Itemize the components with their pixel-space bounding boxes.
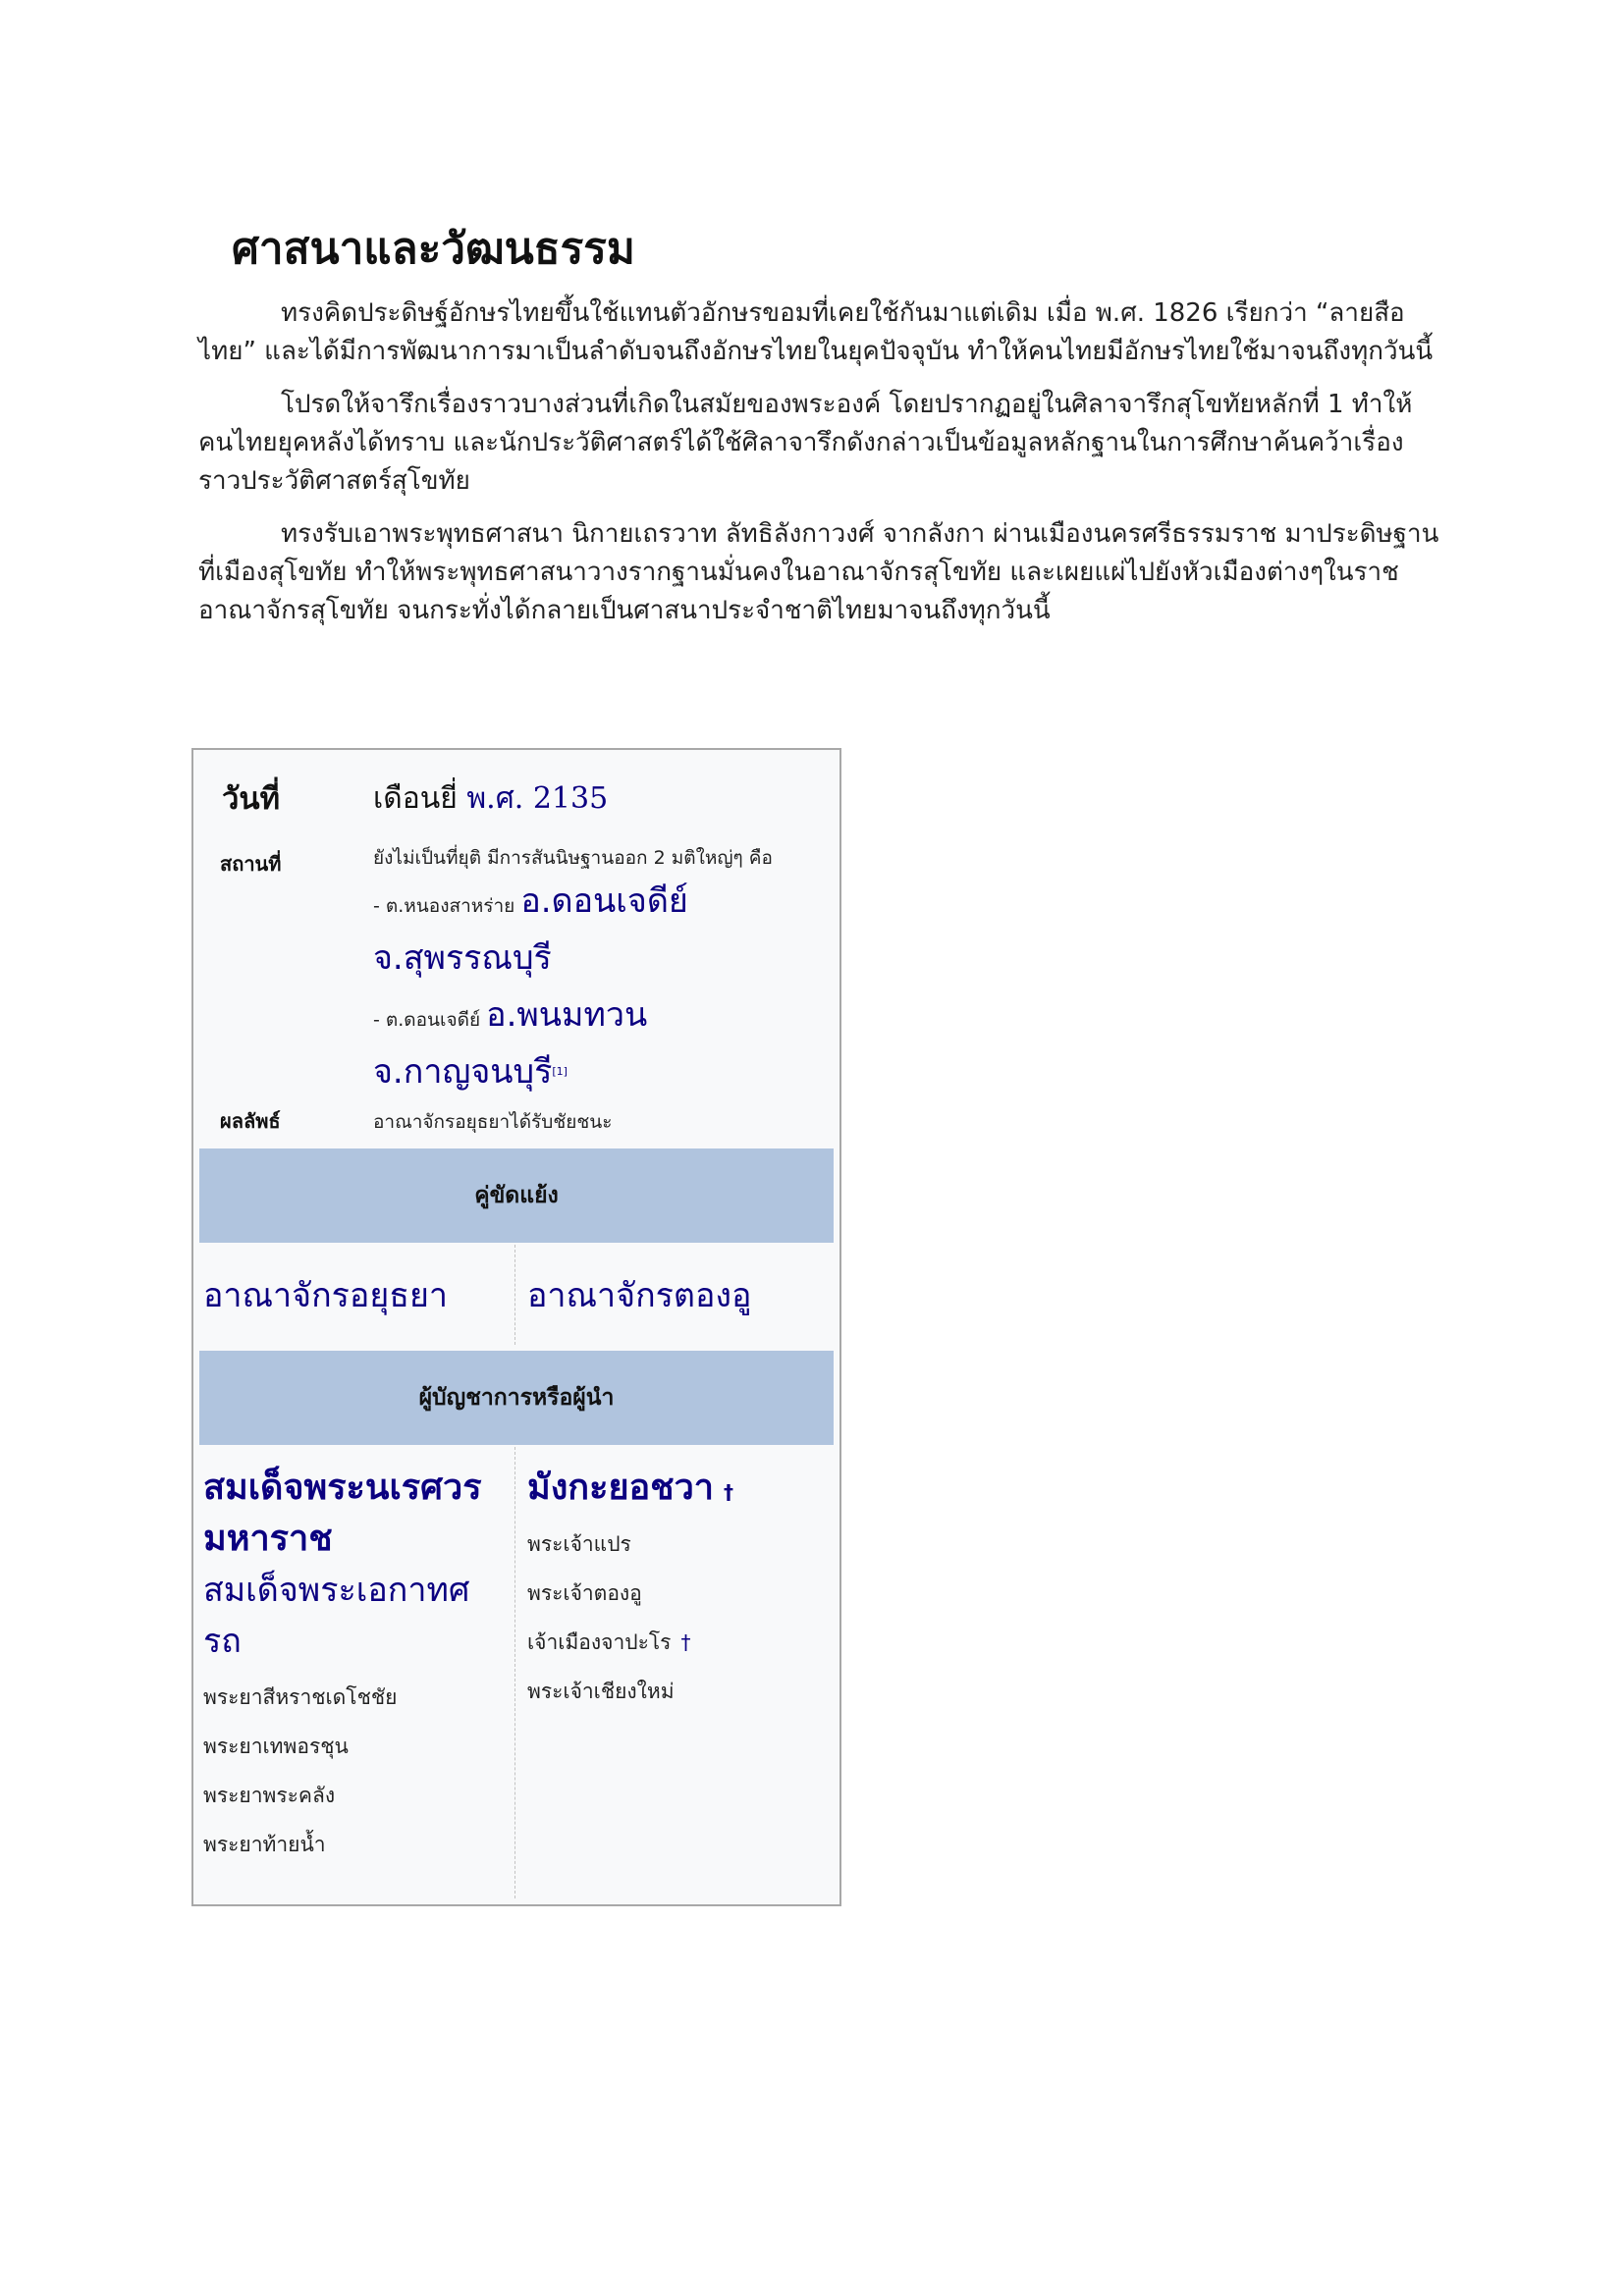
paragraph-thai-script: ทรงคิดประดิษฐ์อักษรไทยขึ้นใช้แทนตัวอักษรขอมที่เคยใช้กันมาแต่เดิม เมื่อ พ.ศ. 1826 เรียกว่า “ลายสือไทย” และได้มีการพัฒนาการมาเป็นลำดับจนถึงอักษรไทยในยุคปัจจุบัน ทำให้คนไทยมีอักษรไทยใช้มาจนถึงทุกวันนี้ — [198, 298, 1434, 366]
left-commanders — [203, 1463, 503, 1869]
section-heading: ศาสนาและวัฒนธรรม — [232, 224, 635, 274]
list-item: พระยาท้ายน้ำ — [203, 1833, 326, 1856]
place-option-2 — [373, 989, 805, 1103]
list-item: พระยาสีหราชเดโชชัย — [203, 1685, 398, 1709]
paragraph-buddhism: ทรงรับเอาพระพุทธศาสนา นิกายเถรวาท ลัทธิลังกาวงศ์ จากลังกา ผ่านเมืองนครศรีธรรมราช มาประดิษฐานที่เมืองสุโขทัย ทำให้พระพุทธศาสนาวางรากฐานมั่นคงในอาณาจักรสุโขทัย และเผยแผ่ไปยังหัวเมืองต่างๆในราชอาณาจักรสุโขทัย จนกระทั่งได้กลายเป็นศาสนาประจำชาติไทยมาจนถึงทุกวันนี้ — [198, 519, 1439, 625]
date-label: วันที่ — [222, 781, 281, 817]
place-intro: ยังไม่เป็นที่ยุติ มีการสันนิษฐานออก 2 มติใหญ่ๆ คือ — [373, 847, 773, 869]
left-commander-list — [203, 1673, 503, 1869]
belligerents-header: คู่ขัดแย้ง — [199, 1148, 834, 1243]
result-value: อาณาจักรอยุธยาได้รับชัยชนะ — [373, 1111, 613, 1133]
place-1-link[interactable]: อ.ดอนเจดีย์ จ.สุพรรณบุรี — [373, 881, 688, 978]
place-option-1 — [373, 876, 805, 989]
place-2-link[interactable]: อ.พนมทวน จ.กาญจนบุรี — [373, 995, 648, 1092]
belligerent-left[interactable]: อาณาจักรอยุธยา — [203, 1276, 449, 1315]
column-divider — [514, 1447, 515, 1898]
dagger-icon: † — [680, 1630, 691, 1654]
place-value — [373, 844, 805, 1103]
place-label: สถานที่ — [220, 852, 282, 876]
list-item: พระเจ้าแปร — [527, 1532, 631, 1556]
left-main-commander[interactable]: สมเด็จพระนเรศวรมหาราช — [203, 1468, 482, 1559]
date-value — [373, 775, 608, 822]
list-item: พระยาพระคลัง — [203, 1784, 336, 1807]
belligerent-right[interactable]: อาณาจักรตองอู — [527, 1276, 752, 1315]
commanders-header: ผู้บัญชาการหรือผู้นำ — [199, 1351, 834, 1445]
right-commanders — [527, 1463, 822, 1716]
list-item: พระเจ้าตองอู — [527, 1581, 642, 1605]
list-item: พระยาเทพอรชุน — [203, 1735, 349, 1758]
right-commander-list — [527, 1520, 822, 1716]
dagger-icon: † — [724, 1480, 734, 1504]
left-second-commander[interactable]: สมเด็จพระเอกาทศรถ — [203, 1571, 470, 1661]
right-main-commander-row — [527, 1463, 822, 1518]
date-prefix: เดือนยี่ — [373, 781, 467, 816]
column-divider — [514, 1245, 515, 1345]
battle-infobox — [191, 748, 841, 1906]
list-item: พระเจ้าเชียงใหม่ — [527, 1680, 675, 1703]
list-item: เจ้าเมืองจาปะโร † — [527, 1630, 691, 1654]
result-label: ผลลัพธ์ — [220, 1109, 281, 1133]
place-1-prefix: - ต.หนองสาหร่าย — [373, 895, 521, 917]
place-2-prefix: - ต.ดอนเจดีย์ — [373, 1009, 487, 1031]
paragraph-inscription: โปรดให้จารึกเรื่องราวบางส่วนที่เกิดในสมัยของพระองค์ โดยปรากฏอยู่ในศิลาจารึกสุโขทัยหลักที่ 1 ทำให้คนไทยยุคหลังได้ทราบ และนักประวัติศาสตร์ได้ใช้ศิลาจารึกดังกล่าวเป็นข้อมูลหลักฐานในการศึกษาค้นคว้าเรื่องราวประวัติศาสตร์สุโขทัย — [198, 390, 1413, 496]
date-link[interactable]: พ.ศ. 2135 — [466, 781, 609, 816]
right-main-commander[interactable]: มังกะยอชวา — [527, 1468, 715, 1508]
reference-link[interactable]: [1] — [552, 1065, 568, 1078]
